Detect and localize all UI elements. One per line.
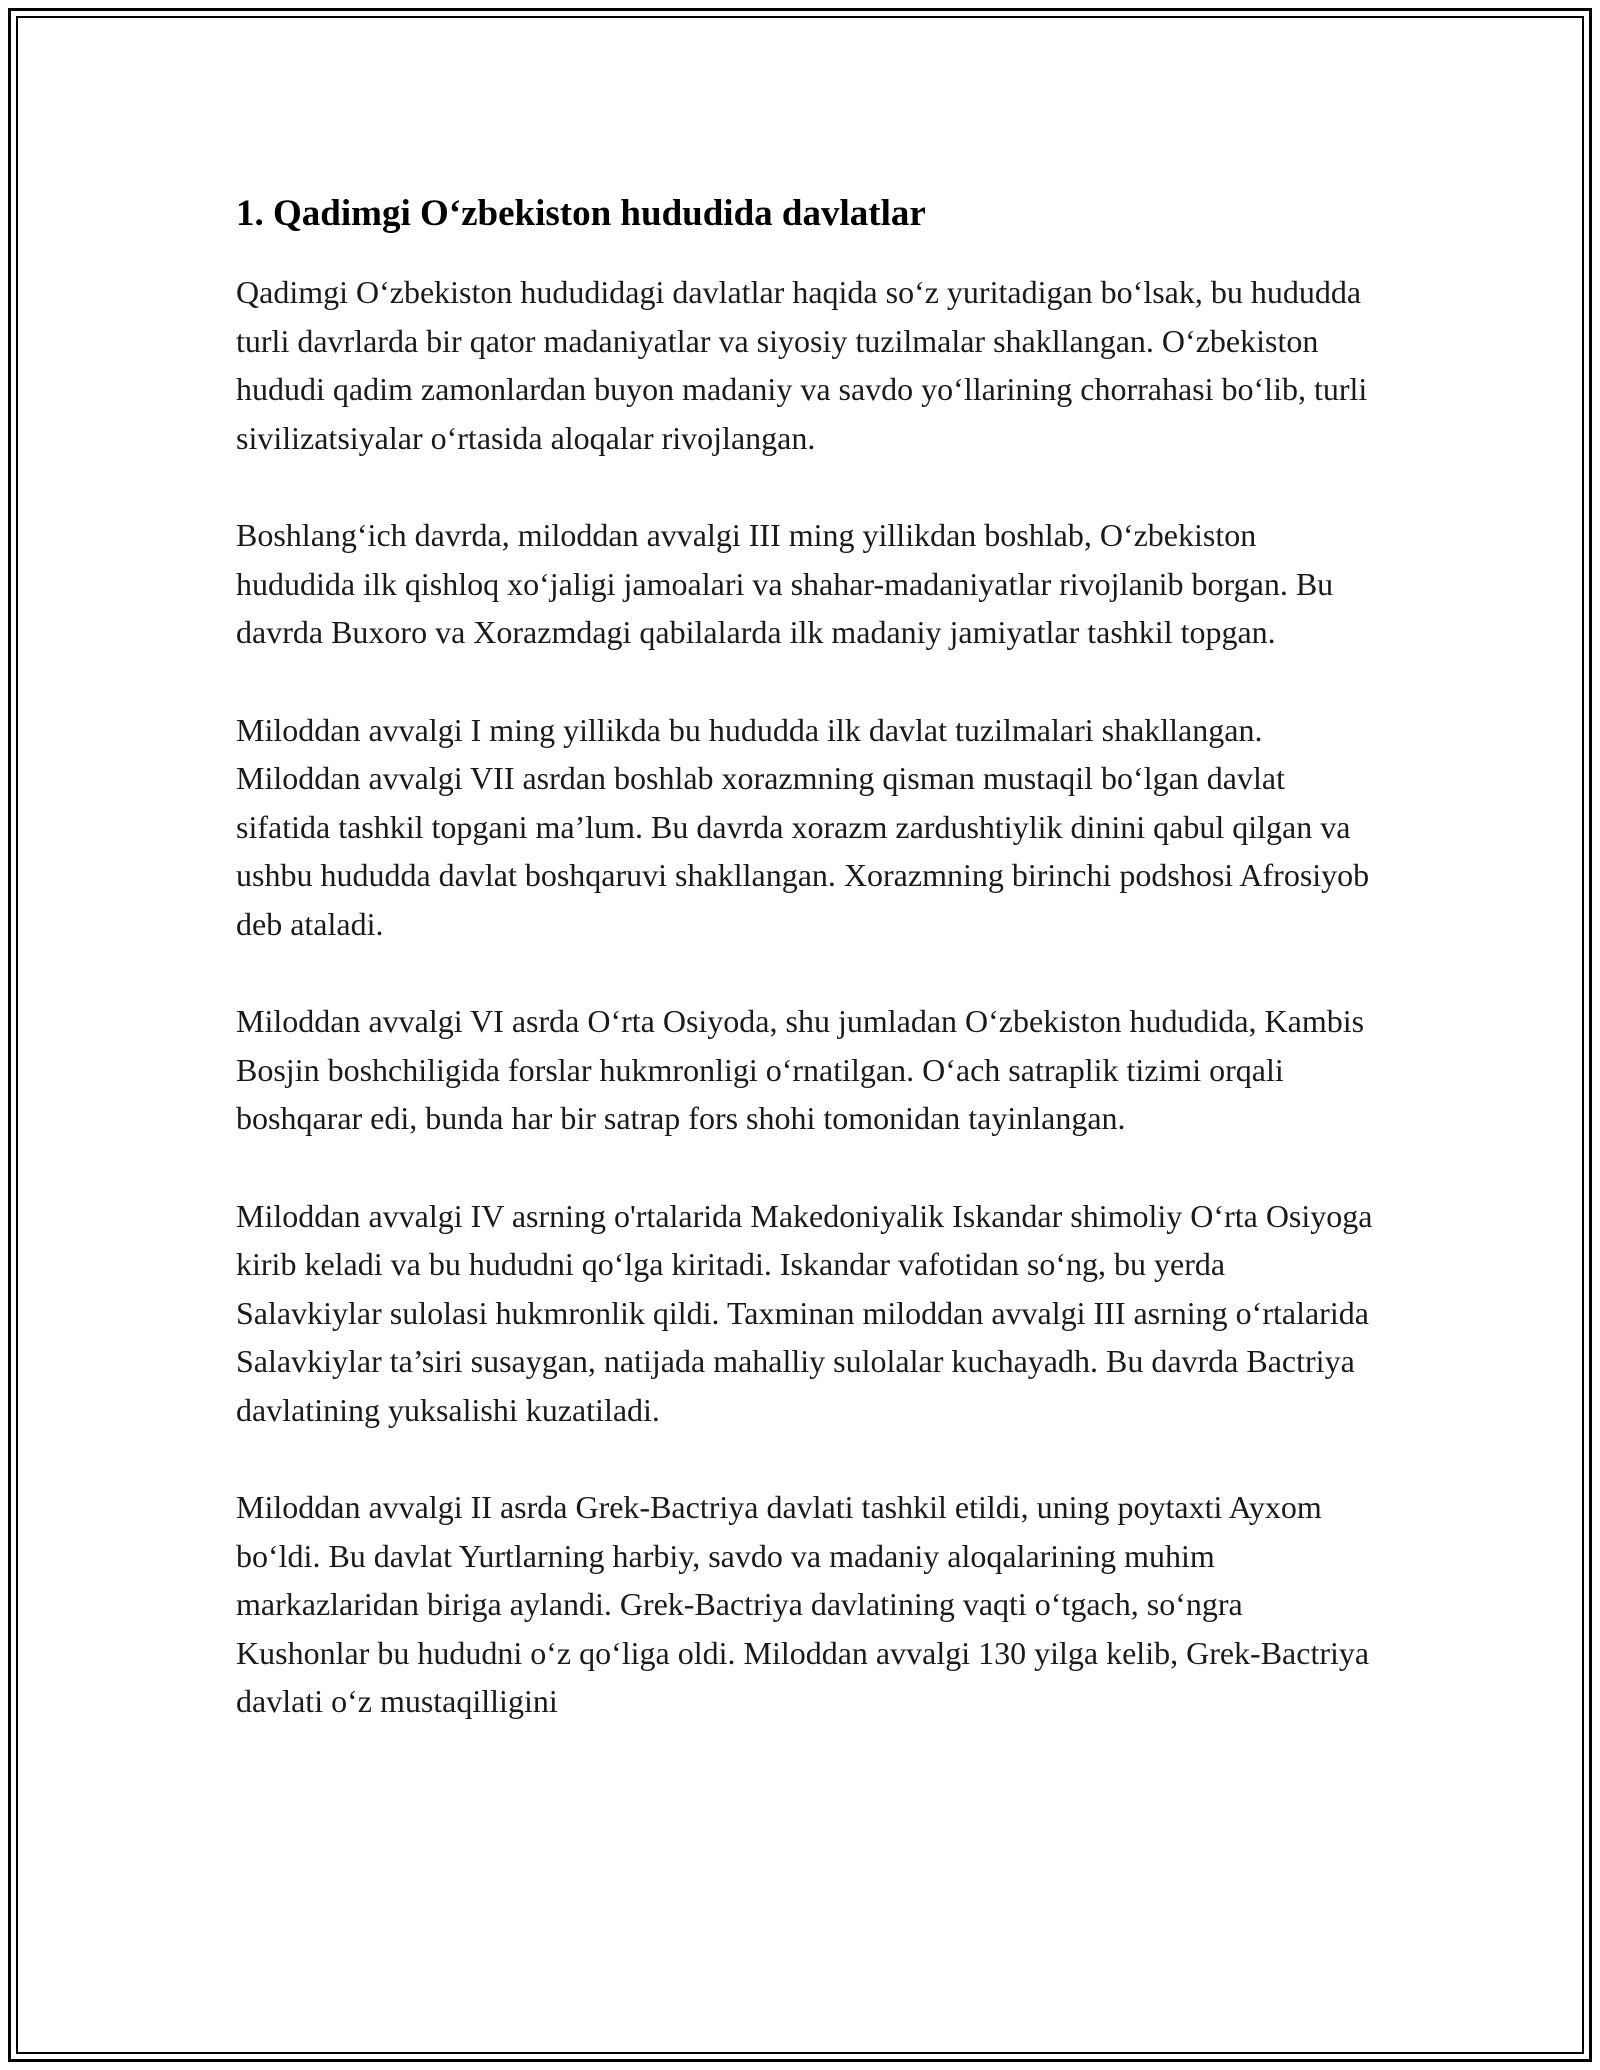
paragraph-4: Miloddan avvalgi VI asrda O‘rta Osiyoda, shu jumladan O‘zbekiston hududida, Kambis Bosjin boshchiligida forslar hukmronligi o‘rnatilgan. O‘ach satraplik tizimi orqali boshqarar edi, bunda har bir satrap fors shohi tomonidan tayinlangan.: [236, 1003, 1365, 1136]
paragraph-2: Boshlang‘ich davrda, miloddan avvalgi III ming yillikdan boshlab, O‘zbekiston hududida ilk qishloq xo‘jaligi jamoalari va shahar-madaniyatlar rivojlanib borgan. Bu davrda Buxoro va Xorazmdagi qabilalarda ilk madaniy jamiyatlar tashkil topgan.: [236, 517, 1334, 650]
section-title: 1. Qadimgi O‘zbekiston hududida davlatlar: [236, 193, 926, 234]
document-body: [236, 190, 1376, 1775]
paragraph-1: Qadimgi O‘zbekiston hududidagi davlatlar haqida so‘z yuritadigan bo‘lsak, bu hududda turli davrlarda bir qator madaniyatlar va siyosiy tuzilmalar shakllangan. O‘zbekiston hududi qadim zamonlardan buyon madaniy va savdo yo‘llarining chorrahasi bo‘lib, turli sivilizatsiyalar o‘rtasida aloqalar rivojlangan.: [236, 274, 1368, 456]
paragraph-5: Miloddan avvalgi IV asrning o'rtalarida Makedoniyalik Iskandar shimoliy O‘rta Osiyoga kirib keladi va bu hududni qo‘lga kiritadi. Iskandar vafotidan so‘ng, bu yerda Salavkiylar sulolasi hukmronlik qildi. Taxminan miloddan avvalgi III asrning o‘rtalarida Salavkiylar ta’siri susaygan, natijada mahalliy sulolalar kuchayadh. Bu davrda Bactriya davlatining yuksalishi kuzatiladi.: [236, 1197, 1373, 1428]
paragraph-3: Miloddan avvalgi I ming yillikda bu hududda ilk davlat tuzilmalari shakllangan. Miloddan avvalgi VII asrdan boshlab xorazmning qisman mustaqil bo‘lgan davlat sifatida tashkil topgani ma’lum. Bu davrda xorazm zardushtiylik dinini qabul qilgan va ushbu hududda davlat boshqaruvi shakllangan. Xorazmning birinchi podshosi Afrosiyob deb ataladi.: [236, 711, 1370, 942]
paragraph-6: Miloddan avvalgi II asrda Grek-Bactriya davlati tashkil etildi, uning poytaxti Ayxom bo‘ldi. Bu davlat Yurtlarning harbiy, savdo va madaniy aloqalarining muhim markazlaridan biriga aylandi. Grek-Bactriya davlatining vaqti o‘tgach, so‘ngra Kushonlar bu hududni o‘z qo‘liga oldi. Miloddan avvalgi 130 yilga kelib, Grek-Bactriya davlati o‘z mustaqilligini: [236, 1489, 1370, 1719]
